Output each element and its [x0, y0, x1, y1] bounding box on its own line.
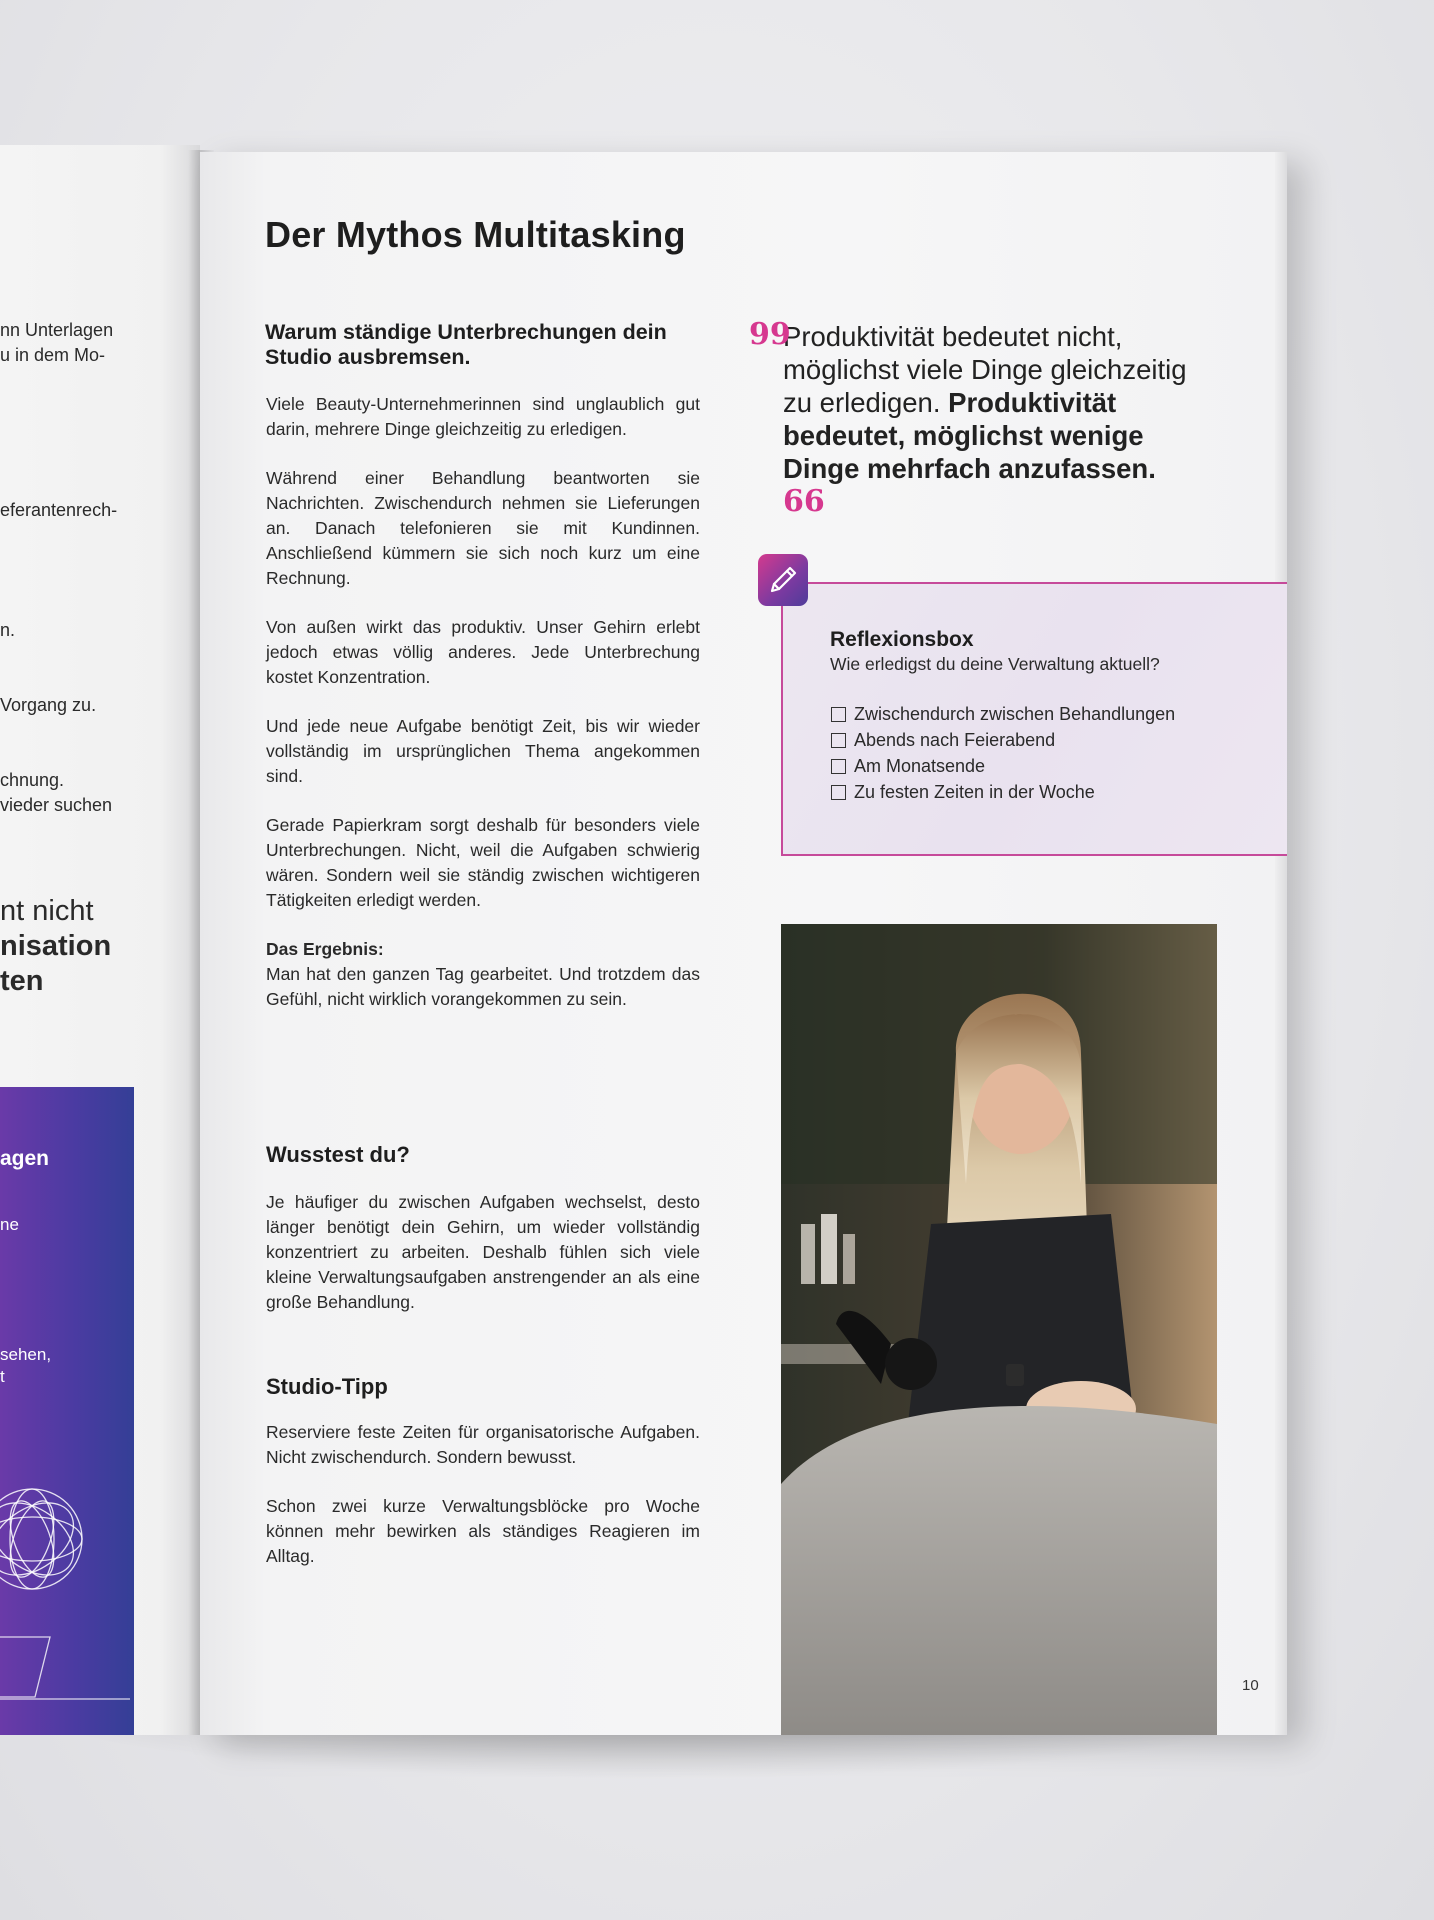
- quote-close-icon: 66: [783, 484, 825, 519]
- paragraph: Und jede neue Aufgabe benötigt Zeit, bis wir wieder vollständig im ursprünglichen Thema angekommen sind.: [266, 716, 700, 786]
- left-fragment: u in dem Mo-: [0, 345, 106, 365]
- left-fragment: eferantenrech-: [0, 500, 118, 520]
- quote-bold-text: Produktivität bedeutet, möglichst wenige Dinge mehrfach anzufassen.: [783, 387, 1156, 484]
- page-edge: [1275, 152, 1287, 1735]
- panel-text-line: t: [0, 1367, 5, 1386]
- paragraph: Gerade Papierkram sorgt deshalb für besonders viele Unterbrechungen. Nicht, weil die Aufgaben schwierig wären. Sondern weil sie ständig zwischen wichtigeren Tätigkeiten erledigt werden.: [266, 815, 700, 910]
- subheading: Warum ständige Unterbrechungen dein Studio ausbremsen.: [265, 320, 667, 369]
- panel-heading: agen: [0, 1147, 50, 1170]
- result-label: Das Ergebnis:: [266, 939, 384, 959]
- left-page: [0, 145, 200, 1735]
- laptop-illustration: [0, 1632, 134, 1712]
- left-big-line: nt nicht: [0, 895, 94, 927]
- tipp-title: Studio-Tipp: [266, 1374, 388, 1399]
- checkbox-option[interactable]: [831, 756, 985, 777]
- reflexionsbox: [781, 582, 1287, 856]
- yarn-ball-illustration: [0, 1477, 100, 1607]
- checkbox-option[interactable]: [831, 730, 1055, 751]
- right-page: [200, 152, 1287, 1735]
- left-fragment: Vorgang zu.: [0, 695, 97, 715]
- wusstest-text: [266, 1190, 700, 1339]
- left-big-line: ten: [0, 965, 44, 997]
- checkbox-option[interactable]: [831, 704, 1175, 725]
- checkbox[interactable]: [831, 707, 846, 722]
- paragraph: Während einer Behandlung beantworten sie Nachrichten. Zwischendurch nehmen sie Lieferungen an. Danach telefonieren sie mit Kundinnen. Anschließend kümmern sie sich noch kurz um eine Rechnung.: [266, 468, 700, 588]
- left-fragment: n.: [0, 620, 16, 640]
- pencil-icon: [758, 554, 808, 606]
- wusstest-title: Wusstest du?: [266, 1142, 410, 1167]
- reflex-question: Wie erledigst du deine Verwaltung aktuell?: [830, 654, 1160, 674]
- tipp-text: [266, 1420, 700, 1593]
- tipp-paragraph: Schon zwei kurze Verwaltungsblöcke pro Woche können mehr bewirken als ständiges Reagieren im Alltag.: [266, 1496, 700, 1566]
- panel-text: ne: [0, 1215, 19, 1234]
- quote-open-icon: 99: [749, 317, 791, 352]
- checkbox[interactable]: [831, 759, 846, 774]
- left-fragment: vieder suchen: [0, 795, 113, 815]
- tipp-paragraph: Reserviere feste Zeiten für organisatorische Aufgaben. Nicht zwischendurch. Sondern bewusst.: [266, 1422, 700, 1467]
- checkbox-label: Zu festen Zeiten in der Woche: [854, 782, 1095, 802]
- panel-text-line: sehen,: [0, 1345, 52, 1364]
- checkbox-option[interactable]: [831, 782, 1095, 803]
- quote-regular-text: Produktivität bedeutet nicht, möglichst viele Dinge gleichzeitig zu erledigen.: [783, 321, 1187, 418]
- result-text: Man hat den ganzen Tag gearbeitet. Und trotzdem das Gefühl, nicht wirklich vorangekommen zu sein.: [266, 964, 700, 1009]
- checkbox[interactable]: [831, 785, 846, 800]
- checkbox-label: Abends nach Feierabend: [854, 730, 1056, 750]
- beautician-photo: [781, 924, 1217, 1735]
- panel-text: [0, 1344, 51, 1388]
- left-purple-panel: [0, 1087, 134, 1735]
- paragraph: Von außen wirkt das produktiv. Unser Gehirn erlebt jedoch etwas völlig anderes. Jede Unterbrechung kostet Konzentration.: [266, 617, 700, 687]
- paragraph: Viele Beauty-Unternehmerinnen sind unglaublich gut darin, mehrere Dinge gleichzeitig zu erledigen.: [266, 394, 700, 439]
- left-fragment: nn Unterlagen: [0, 320, 114, 340]
- checkbox-label: Am Monatsende: [854, 756, 986, 776]
- checkbox-label: Zwischendurch zwischen Behandlungen: [854, 704, 1176, 724]
- left-fragment: chnung.: [0, 770, 65, 790]
- checkbox[interactable]: [831, 733, 846, 748]
- left-big-line: nisation: [0, 930, 112, 962]
- page-number: 10: [1242, 1677, 1259, 1694]
- reflex-title: Reflexionsbox: [830, 628, 974, 651]
- page-title: Der Mythos Multitasking: [265, 214, 686, 255]
- pull-quote: [749, 317, 1203, 519]
- body-column: [266, 392, 700, 1012]
- wusstest-paragraph: Je häufiger du zwischen Aufgaben wechselst, desto länger benötigt dein Gehirn, um wieder vollständig konzentriert zu arbeiten. Deshalb fühlen sich viele kleine Verwaltungsaufgaben anstrengender an als eine große Behandlung.: [266, 1192, 700, 1312]
